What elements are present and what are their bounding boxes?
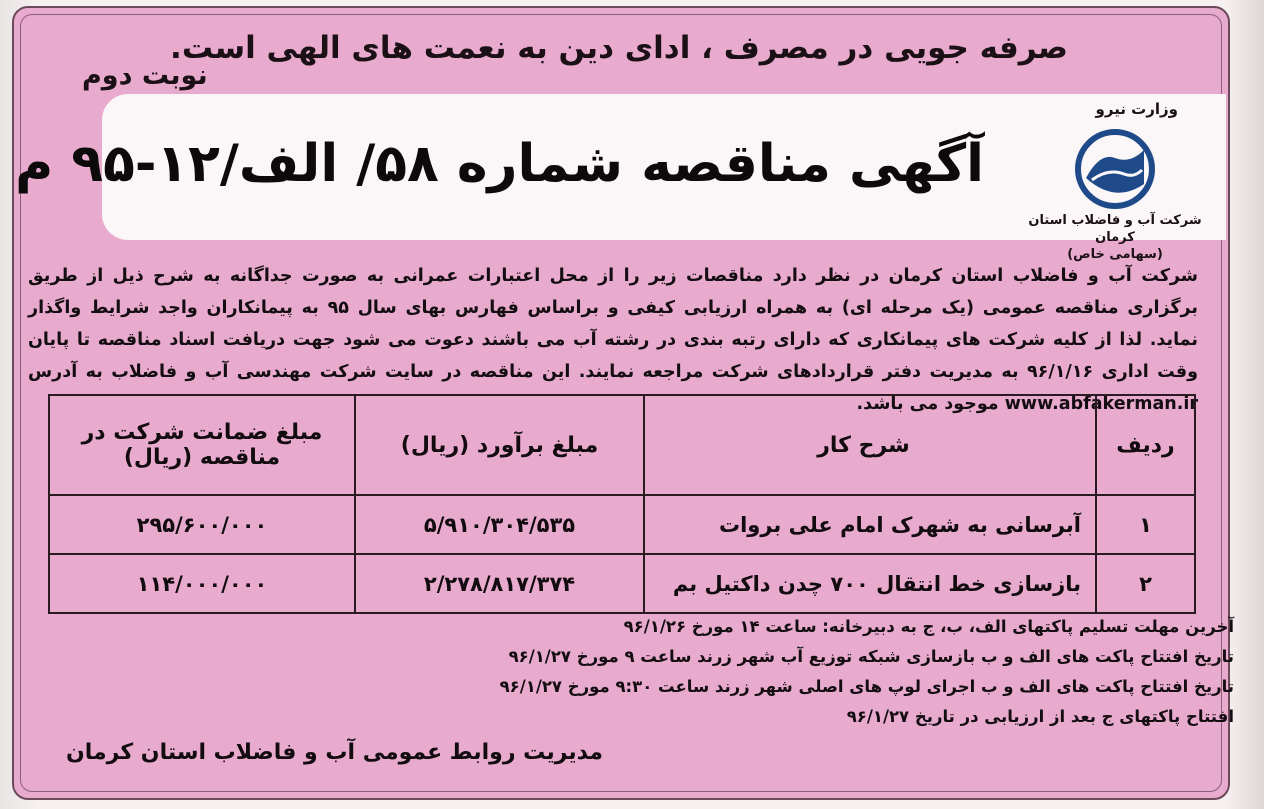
estimate-amount: ۲/۲۷۸/۸۱۷/۳۷۴ bbox=[355, 554, 644, 613]
table-row bbox=[49, 495, 1195, 554]
company-type: (سهامی خاص) bbox=[1067, 247, 1163, 262]
table-row bbox=[49, 554, 1195, 613]
company-name: شرکت آب و فاضلاب استان کرمان bbox=[1028, 213, 1202, 245]
work-description: آبرسانی به شهرک امام علی بروات bbox=[644, 495, 1096, 554]
company-logo-icon bbox=[1074, 128, 1156, 210]
tender-table bbox=[48, 394, 1196, 614]
company-name-block bbox=[1010, 212, 1220, 263]
row-number: ۱ bbox=[1096, 495, 1195, 554]
deadline-item: افتتاح پاکتهای ج بعد از ارزیابی در تاریخ ۹۶/۱/۲۷ bbox=[846, 707, 1234, 726]
row-number: ۲ bbox=[1096, 554, 1195, 613]
signature-line: مدیریت روابط عمومی آب و فاضلاب استان کرمان bbox=[66, 740, 603, 765]
publication-round: نوبت دوم bbox=[82, 60, 208, 91]
deadline-item: آخرین مهلت تسلیم پاکتهای الف، ب، ج به دبیرخانه: ساعت ۱۴ مورخ ۹۶/۱/۲۶ bbox=[623, 617, 1234, 636]
table-header-row bbox=[49, 395, 1195, 495]
header-row-number: ردیف bbox=[1096, 395, 1195, 495]
deadline-item: تاریخ افتتاح پاکت های الف و ب بازسازی شبکه توزیع آب شهر زرند ساعت ۹ مورخ ۹۶/۱/۲۷ bbox=[508, 647, 1234, 666]
deadline-list bbox=[84, 612, 1234, 732]
announcement-body: شرکت آب و فاضلاب استان کرمان در نظر دارد مناقصات زیر را از محل اعتبارات عمرانی به صورت جداگانه به شرح ذیل از طریق برگزاری مناقصه عمومی (یک مرحله ای) به همراه ارزیابی کیفی و براساس فهارس بهای سال ۹۵ به پیمانکاران واجد شرایط واگذار نماید. لذا از کلیه شرکت های پیمانکاری که دارای رتبه بندی در رشته آب می باشند دعوت می شود جهت دریافت اسناد مناقصه تا پایان وقت اداری ۹۶/۱/۱۶ به مدیریت دفتر قراردادهای شرکت مراجعه نمایند. این مناقصه در سایت شرکت مهندسی آب و فاضلاب به آدرس www.abfakerman.ir موجود می باشد. bbox=[28, 266, 1199, 414]
guarantee-amount: ۲۹۵/۶۰۰/۰۰۰ bbox=[49, 495, 355, 554]
slogan: صرفه جویی در مصرف ، ادای دین به نعمت های الهی است. bbox=[170, 30, 1068, 66]
ministry-label: وزارت نیرو bbox=[1095, 100, 1178, 118]
header-estimate: مبلغ برآورد (ریال) bbox=[355, 395, 644, 495]
page-title: آگهی مناقصه شماره ۵۸/ الف/۱۲-۹۵ م bbox=[15, 134, 984, 194]
estimate-amount: ۵/۹۱۰/۳۰۴/۵۳۵ bbox=[355, 495, 644, 554]
work-description: بازسازی خط انتقال ۷۰۰ چدن داکتیل بم bbox=[644, 554, 1096, 613]
deadline-item: تاریخ افتتاح پاکت های الف و ب اجرای لوپ های اصلی شهر زرند ساعت ۹:۳۰ مورخ ۹۶/۱/۲۷ bbox=[499, 677, 1234, 696]
header-guarantee: مبلغ ضمانت شرکت در مناقصه (ریال) bbox=[49, 395, 355, 495]
header-description: شرح کار bbox=[644, 395, 1096, 495]
guarantee-amount: ۱۱۴/۰۰۰/۰۰۰ bbox=[49, 554, 355, 613]
